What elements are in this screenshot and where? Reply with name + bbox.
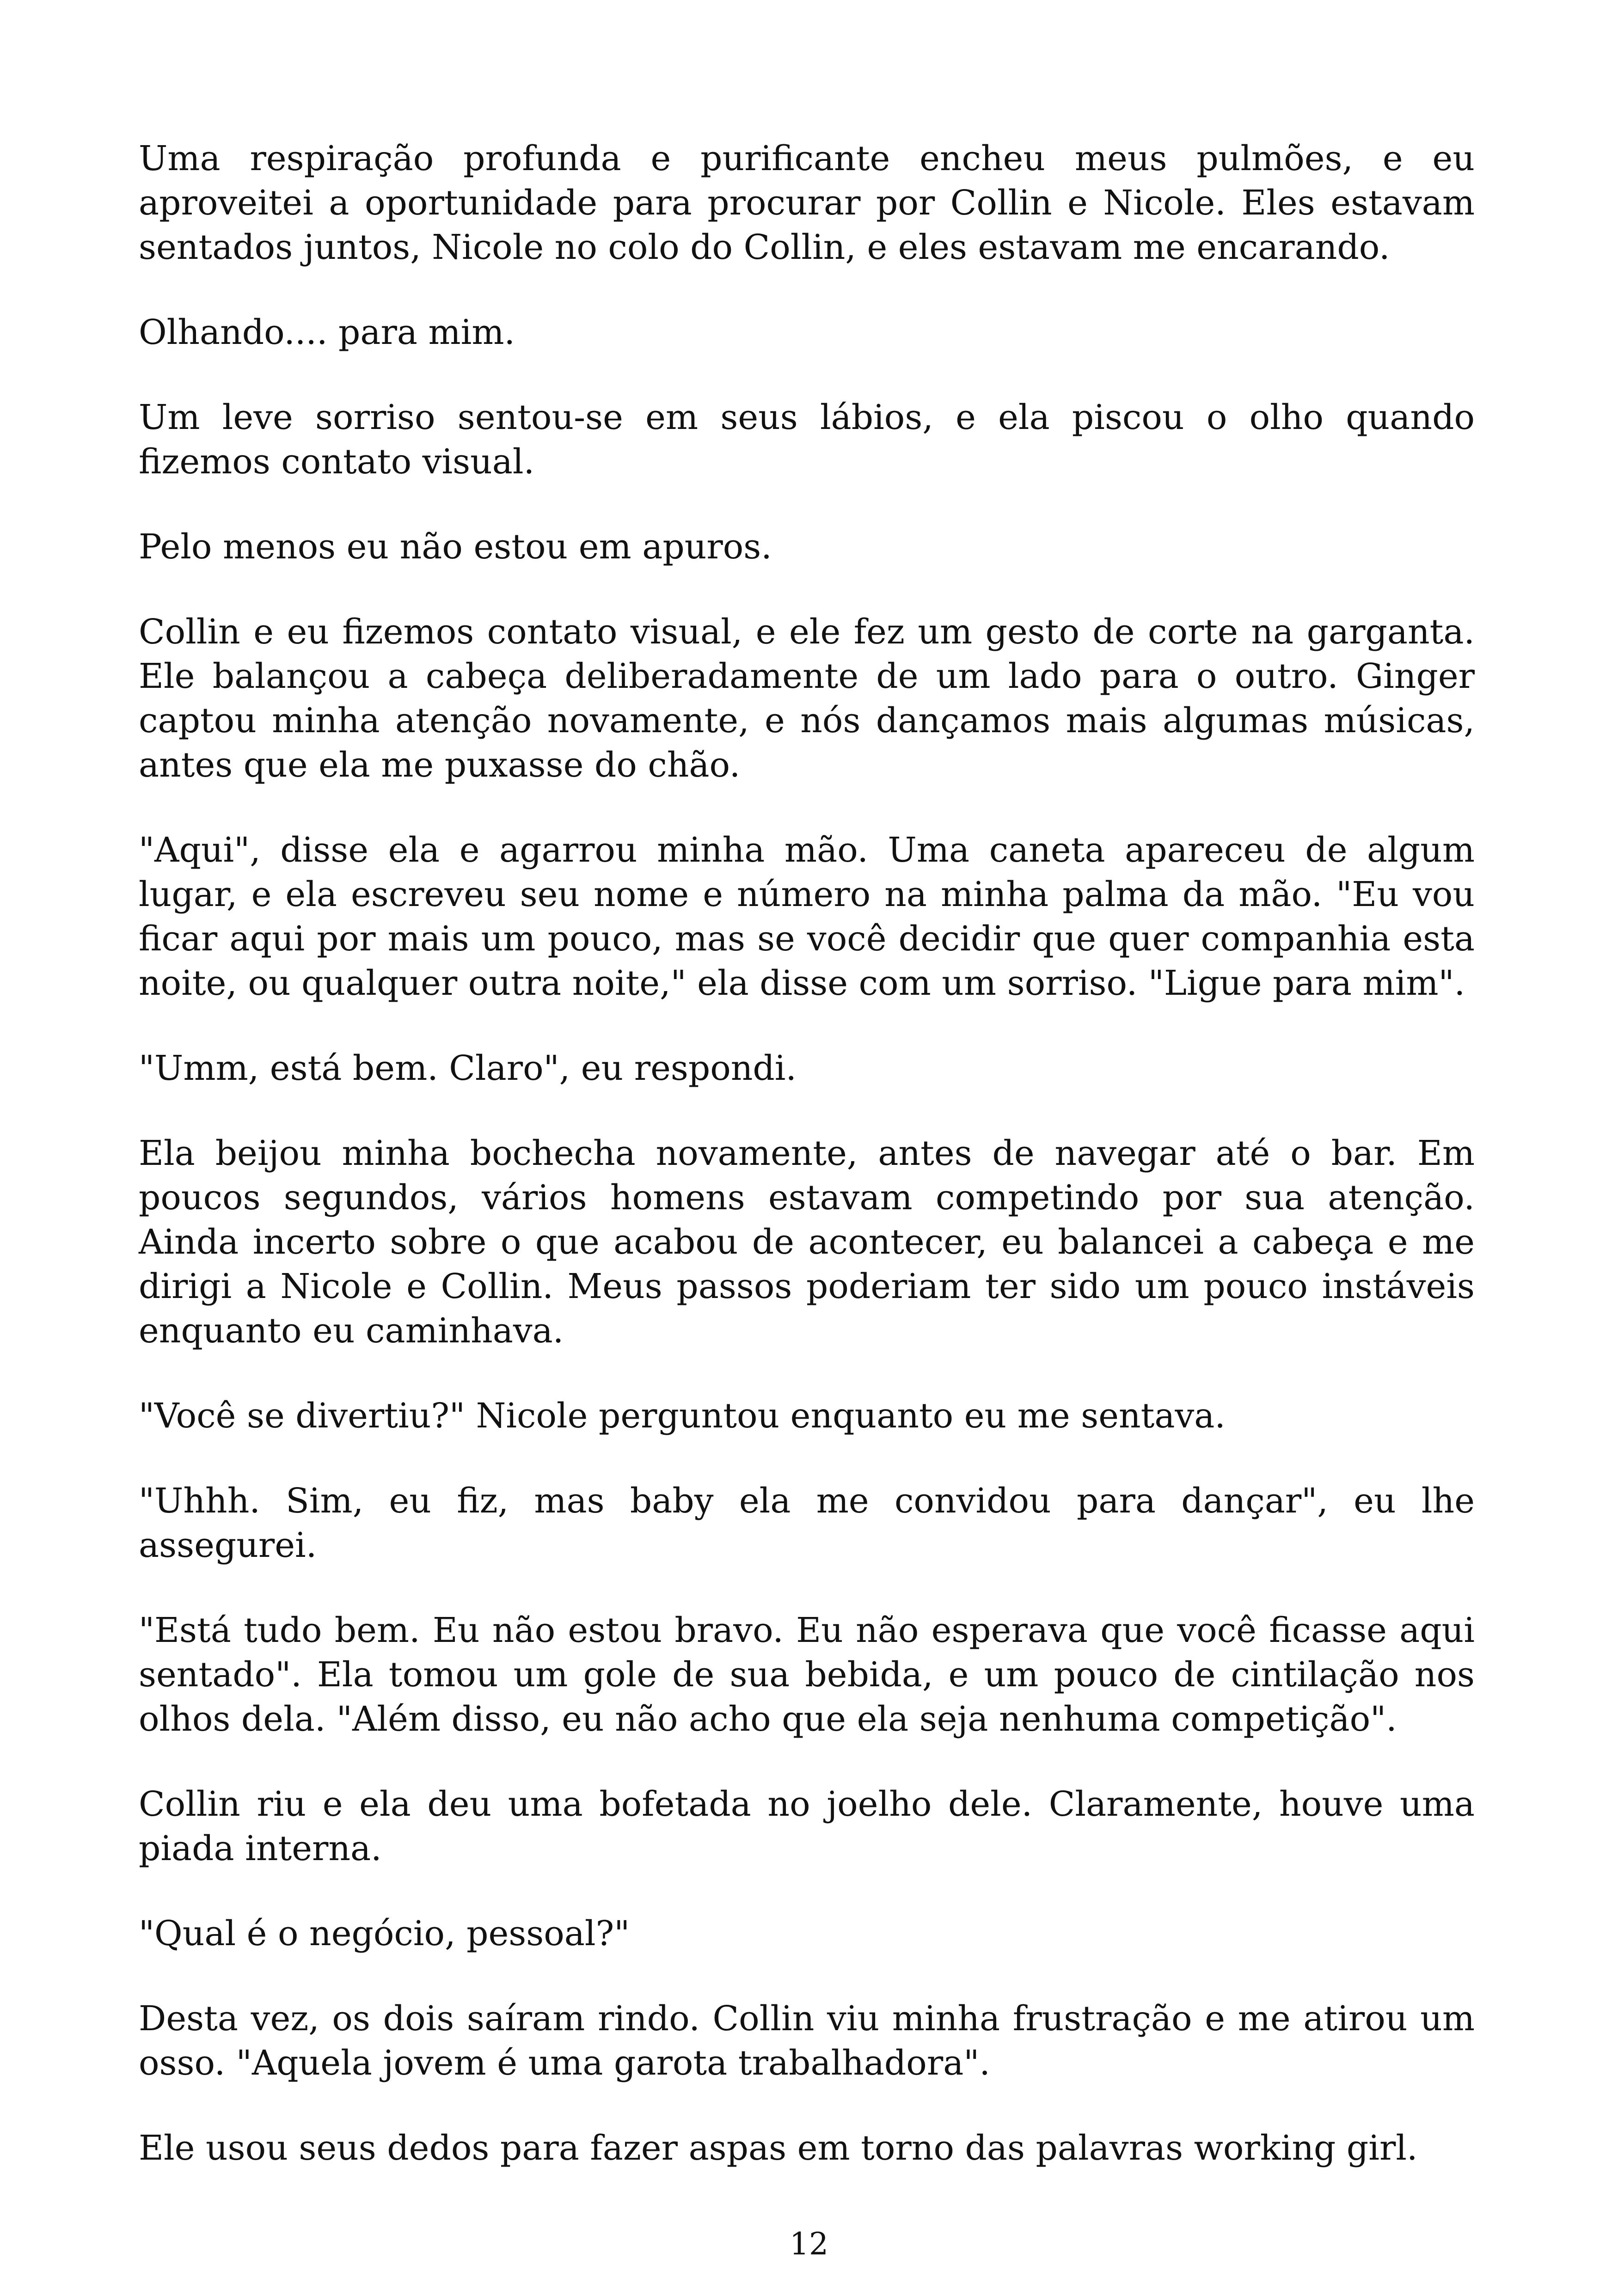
paragraph-13: "Qual é o negócio, pessoal?" — [139, 1914, 630, 1953]
page-number: 12 — [790, 2226, 828, 2262]
paragraph-5: Collin e eu fizemos contato visual, e ele fez um gesto de corte na garganta. Ele balançou a cabeça deliberadamente de um lado para o outro. Ginger captou minha atenção novamente, e nós dançamos mais algumas músicas, antes que ela me puxasse do chão. — [139, 612, 1475, 785]
document-body — [139, 136, 1475, 2170]
paragraph-3: Um leve sorriso sentou-se em seus lábios, e ela piscou o olho quando fizemos contato visual. — [139, 398, 1475, 482]
paragraph-2: Olhando.... para mim. — [139, 312, 515, 352]
paragraph-6: "Aqui", disse ela e agarrou minha mão. Uma caneta apareceu de algum lugar, e ela escreveu seu nome e número na minha palma da mão. "Eu vou ficar aqui por mais um pouco, mas se você decidir que quer companhia esta noite, ou qualquer outra noite," ela disse com um sorriso. "Ligue para mim". — [139, 830, 1475, 1003]
paragraph-1: Uma respiração profunda e purificante encheu meus pulmões, e eu aproveitei a oportunidade para procurar por Collin e Nicole. Eles estavam sentados juntos, Nicole no colo do Collin, e eles estavam me encarando. — [139, 139, 1475, 267]
paragraph-10: "Uhhh. Sim, eu fiz, mas baby ela me convidou para dançar", eu lhe assegurei. — [139, 1481, 1475, 1565]
paragraph-12: Collin riu e ela deu uma bofetada no joelho dele. Claramente, houve uma piada interna. — [139, 1784, 1475, 1868]
paragraph-11: "Está tudo bem. Eu não estou bravo. Eu não esperava que você ficasse aqui sentado". Ela tomou um gole de sua bebida, e um pouco de cintilação nos olhos dela. "Além disso, eu não acho que ela seja nenhuma competição". — [139, 1610, 1475, 1739]
paragraph-4: Pelo menos eu não estou em apuros. — [139, 527, 772, 567]
paragraph-9: "Você se divertiu?" Nicole perguntou enquanto eu me sentava. — [139, 1396, 1226, 1436]
paragraph-15: Ele usou seus dedos para fazer aspas em torno das palavras working girl. — [139, 2128, 1418, 2168]
paragraph-7: "Umm, está bem. Claro", eu respondi. — [139, 1048, 797, 1088]
paragraph-14: Desta vez, os dois saíram rindo. Collin viu minha frustração e me atirou um osso. "Aquela jovem é uma garota trabalhadora". — [139, 1999, 1475, 2083]
paragraph-8: Ela beijou minha bochecha novamente, antes de navegar até o bar. Em poucos segundos, vários homens estavam competindo por sua atenção. Ainda incerto sobre o que acabou de acontecer, eu balancei a cabeça e me dirigi a Nicole e Collin. Meus passos poderiam ter sido um pouco instáveis enquanto eu caminhava. — [139, 1133, 1475, 1351]
